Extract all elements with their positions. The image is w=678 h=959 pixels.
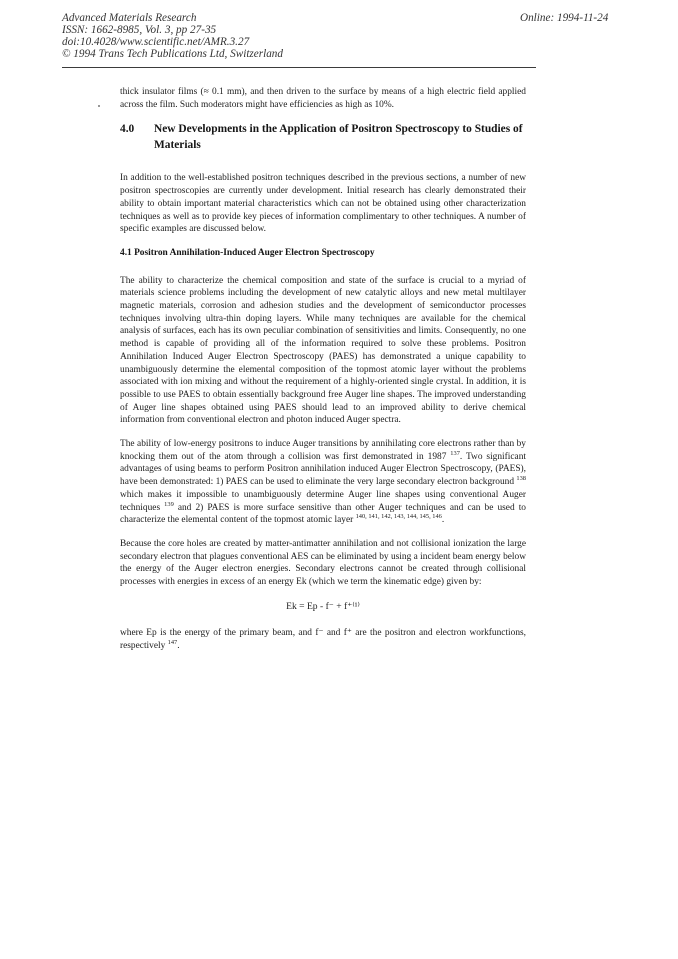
journal-name: Advanced Materials Research bbox=[62, 12, 197, 24]
journal-header bbox=[62, 12, 402, 60]
subsection-heading: 4.1 Positron Annihilation-Induced Auger Electron Spectroscopy bbox=[120, 247, 375, 258]
paper-body bbox=[120, 86, 526, 663]
section-title: New Developments in the Application of Positron Spectroscopy to Studies of Materials bbox=[154, 123, 523, 151]
citation-147: 147 bbox=[167, 638, 178, 646]
body-paragraph-3 bbox=[120, 438, 526, 527]
section-heading bbox=[120, 122, 526, 153]
paragraph-3-text-c: which makes it impossible to unambiguously determine Auger line shapes using conventional Auger techniques bbox=[120, 489, 526, 513]
citation-138: 138 bbox=[516, 475, 526, 483]
issn-line: ISSN: 1662-8985, Vol. 3, pp 27-35 bbox=[62, 24, 217, 36]
section-number: 4.0 bbox=[120, 123, 135, 136]
citation-137: 137 bbox=[450, 449, 460, 457]
body-paragraph-1: In addition to the well-established positron techniques described in the previous sections, a number of new positron spectroscopies are currently under development. Initial research has clearly demonstrated their ability to obtain important material characteristics which can not be obtained using other characterization techniques as well as to provide key pieces of information complimentary to other techniques. A number of specific examples are discussed below. bbox=[120, 173, 526, 235]
citation-140-146: 140, 141, 142, 143, 144, 145, 146 bbox=[355, 513, 442, 521]
doi-line: doi:10.4028/www.scientific.net/AMR.3.27 bbox=[62, 36, 250, 48]
kinematic-edge-equation: Ek = Ep - f⁻ + f⁺⁽¹⁾ bbox=[286, 600, 360, 612]
body-paragraph-5 bbox=[120, 627, 526, 652]
scan-mark bbox=[98, 105, 100, 107]
header-divider bbox=[62, 67, 536, 68]
paragraph-5-text-b: . bbox=[177, 640, 180, 651]
copyright-line: © 1994 Trans Tech Publications Ltd, Switzerland bbox=[62, 48, 283, 60]
body-paragraph-2: The ability to characterize the chemical composition and state of the surface is crucial to a myriad of materials science problems including the development of new catalytic alloys and new metal multilayer magnetic materials, corrosion and adhesion studies and the development of semiconductor processes techniques involving ultra-thin doping layers. While many techniques are available for the chemical analysis of surfaces, each has its own peculiar combination of sensitivities and limits. Consequently, no one method is capable of providing all of the information required to solve these problems. Positron Annihilation Induced Auger Electron Spectroscopy (PAES) has demonstrated a unique capability to unambiguously determine the elemental composition of the topmost atomic layer without the problems associated with ion mixing and without the requirement of a highly-oriented single crystal. In addition, it is possible to use PAES to obtain essentially background free Auger line shapes. The improved understanding of Auger line shapes obtained using PAES should lead to an improved ability to derive chemical information from conventional electron and photon induced Auger spectra. bbox=[120, 275, 526, 426]
body-paragraph-4: Because the core holes are created by matter-antimatter annihilation and not collisional ionization the large secondary electron that plagues conventional AES can be eliminated by using a incident beam energy below the energy of the Auger electron energies. Secondary electrons cannot be created through collisional processes with energies in excess of an energy Ek (which we term the kinematic edge) given by: bbox=[120, 538, 526, 588]
paragraph-3-text-d: and 2) PAES is more surface sensitive than other Auger techniques and can be used to characterize the elemental content of the topmost atomic layer bbox=[120, 502, 526, 526]
online-date: Online: 1994-11-24 bbox=[520, 12, 609, 24]
intro-paragraph: thick insulator films (≈ 0.1 mm), and then driven to the surface by means of a high electric field applied across the film. Such moderators might have efficiencies as high as 10%. bbox=[120, 87, 526, 110]
paragraph-3-text-e: . bbox=[441, 515, 445, 526]
citation-139: 139 bbox=[164, 500, 174, 508]
paragraph-3-text-a: The ability of low-energy positrons to induce Auger transitions by annihilating core electrons rather than by knocking them out of the atom through a collision was first demonstrated in 1987 bbox=[120, 439, 526, 462]
paragraph-5-text-a: where Ep is the energy of the primary beam, and f⁻ and f⁺ are the positron and electron workfunctions, respectively bbox=[120, 627, 526, 651]
paragraph-3-text-b: . Two significant advantages of using beams to perform Positron annihilation induced Auger Electron Spectroscopy, (PAES), have been demonstrated: 1) PAES can be used to eliminate the very large secondary electron background bbox=[120, 451, 526, 488]
